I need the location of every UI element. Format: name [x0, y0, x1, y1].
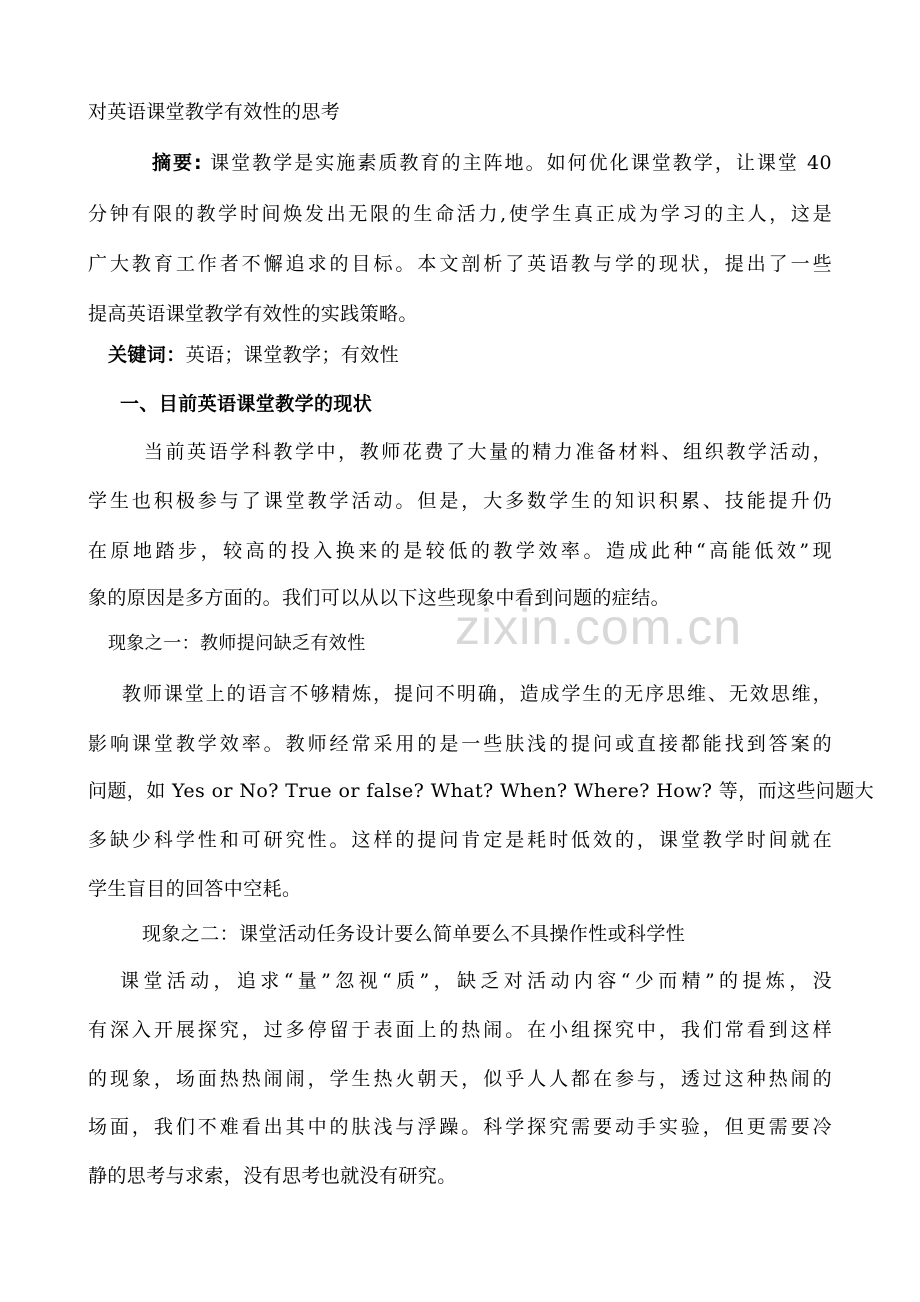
- keywords-line: [108, 342, 399, 368]
- phenomenon2-heading: 现象之二：课堂活动任务设计要么简单要么不具操作性或科学性: [142, 923, 686, 945]
- abstract-text-1: 课堂教学是实施素质教育的主阵地。如何优化课堂教学，让课堂 40: [210, 152, 832, 174]
- phenomenon2-line-4: 场面，我们不难看出其中的肤浅与浮躁。科学探究需要动手实验，但更需要冷: [88, 1116, 832, 1138]
- phenomenon1-line-5: 学生盲目的回答中空耗。: [88, 878, 302, 900]
- section1-line-3: 在原地踏步，较高的投入换来的是较低的教学效率。造成此种“高能低效”现: [88, 540, 832, 562]
- phenomenon2-line-2: 有深入开展探究，过多停留于表面上的热闹。在小组探究中，我们常看到这样: [88, 1019, 832, 1041]
- phenomenon1-line-2: 影响课堂教学效率。教师经常采用的是一些肤浅的提问或直接都能找到答案的: [88, 733, 832, 755]
- abstract-line-4: 提高英语课堂教学有效性的实践策略。: [88, 303, 418, 325]
- keywords-label: 关键词：: [108, 344, 186, 366]
- phenomenon1-heading: 现象之一：教师提问缺乏有效性: [108, 633, 366, 654]
- abstract-line-1: [152, 150, 832, 176]
- section1-line-1: 当前英语学科教学中，教师花费了大量的精力准备材料、组织教学活动，: [144, 441, 832, 463]
- keywords-text: 英语；课堂教学；有效性: [185, 344, 400, 366]
- phenomenon2-line-1: 课堂活动，追求“量”忽视“质”，缺乏对活动内容“少而精”的提炼，没: [120, 970, 832, 992]
- document-title: 对英语课堂教学有效性的思考: [88, 101, 341, 123]
- phenomenon2-line-3: 的现象，场面热热闹闹，学生热火朝天，似乎人人都在参与，透过这种热闹的: [88, 1068, 832, 1090]
- abstract-label: 摘要:: [152, 152, 203, 174]
- phenomenon1-line-3: 问题，如 Yes or No? True or false? What? When? Where? How? 等，而这些问题大: [88, 780, 874, 802]
- abstract-line-3: 广大教育工作者不懈追求的目标。本文剖析了英语教与学的现状，提出了一些: [88, 253, 832, 275]
- watermark-text: zixin.com.cn: [455, 599, 743, 655]
- phenomenon1-line-1: 教师课堂上的语言不够精炼，提问不明确，造成学生的无序思维、无效思维，: [122, 683, 832, 705]
- phenomenon2-line-5: 静的思考与求索，没有思考也就没有研究。: [88, 1165, 457, 1187]
- section1-line-4: 象的原因是多方面的。我们可以从以下这些现象中看到问题的症结。: [88, 587, 671, 609]
- phenomenon1-line-4: 多缺少科学性和可研究性。这样的提问肯定是耗时低效的，课堂教学时间就在: [88, 829, 832, 851]
- section1-line-2: 学生也积极参与了课堂教学活动。但是，大多数学生的知识积累、技能提升仍: [88, 490, 832, 512]
- section-heading-1: 一、目前英语课堂教学的现状: [120, 393, 373, 415]
- abstract-line-2: 分钟有限的教学时间焕发出无限的生命活力,使学生真正成为学习的主人，这是: [88, 203, 832, 225]
